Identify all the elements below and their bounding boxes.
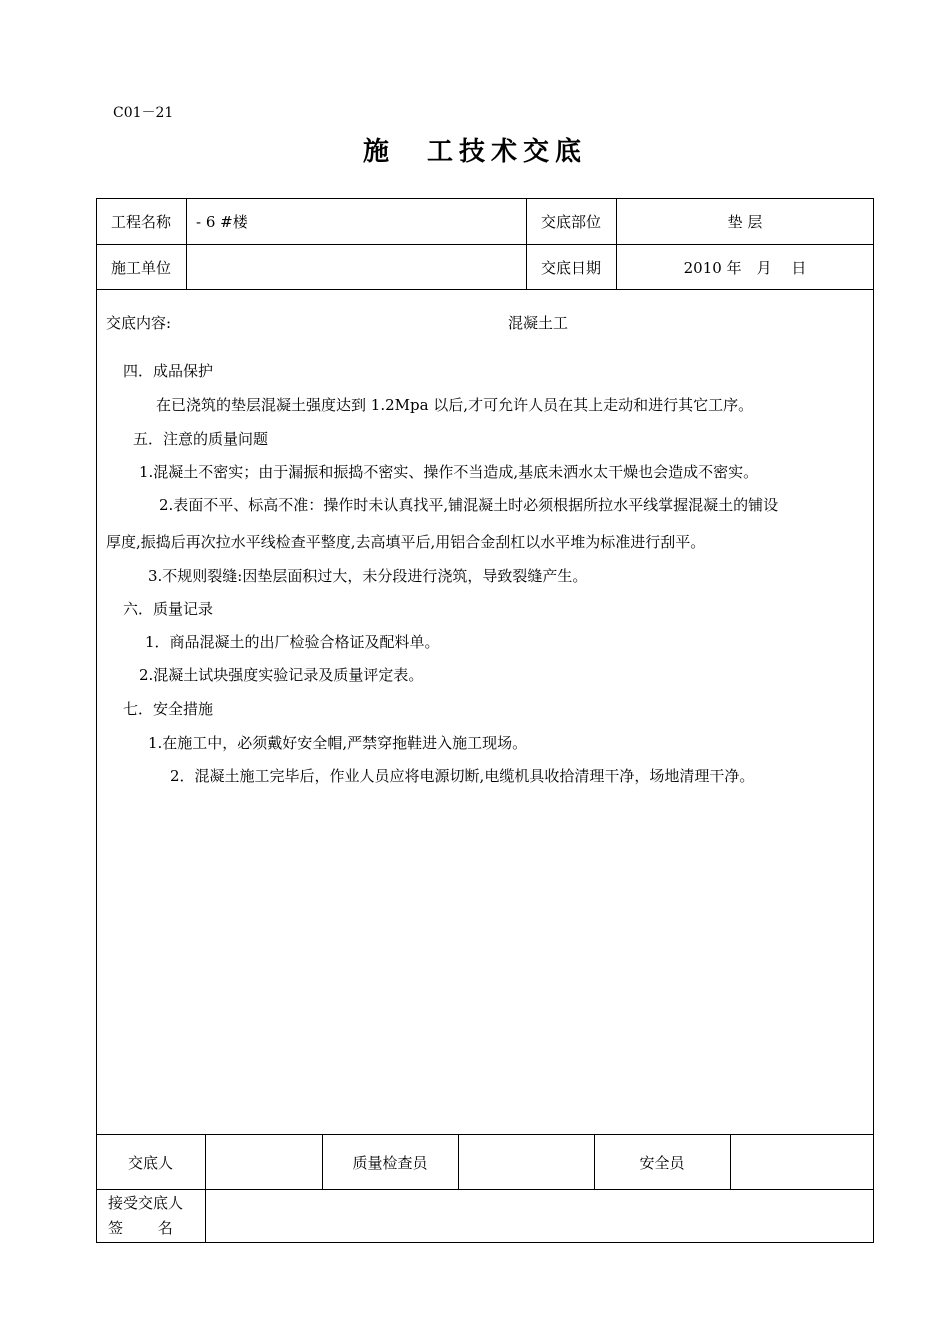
part-value: 垫 层: [727, 213, 763, 231]
row-rule-2: [96, 289, 874, 290]
content-line: 厚度,振捣后再次拉水平线检查平整度,去高填平后,用铝合金刮杠以水平堆为标准进行刮平。: [106, 533, 706, 551]
content-subject: 混凝土工: [508, 314, 569, 332]
content-line: 2.表面不平、标高不准：操作时未认真找平,铺混凝土时必须根据所拉水平线掌握混凝土的铺设: [159, 496, 779, 514]
content-label: 交底内容:: [106, 314, 172, 332]
receiver-signature: [206, 1190, 874, 1243]
unit-label: 施工单位: [110, 258, 171, 277]
content-line: 在已浇筑的垫层混凝土强度达到 1.2Mpa 以后,才可允许人员在其上走动和进行其它工序。: [156, 396, 754, 414]
document-title: 施 工技术交底: [362, 137, 587, 167]
col-rule-header-1: [186, 198, 187, 289]
receiver-label-line-1: 接受交底人: [108, 1194, 184, 1212]
part-label: 交底部位: [540, 213, 601, 231]
unit-value: [196, 245, 516, 289]
section-heading: 五．注意的质量问题: [133, 430, 269, 448]
project-name-label: 工程名称: [110, 213, 171, 231]
content-line: 3.不规则裂缝:因垫层面积过大，未分段进行浇筑，导致裂缝产生。: [148, 567, 588, 585]
receiver-label-line-2: 签 名: [108, 1219, 173, 1237]
section-heading: 六．质量记录: [123, 600, 214, 618]
inspector-value: [459, 1135, 594, 1189]
content-line: 2．混凝土施工完毕后，作业人员应将电源切断,电缆机具收拾清理干净，场地清理干净。: [170, 767, 755, 785]
project-name-value: - 6 #楼: [196, 213, 248, 231]
inspector-label: 质量检查员: [352, 1153, 428, 1172]
section-heading: 七．安全措施: [123, 700, 214, 718]
receiver-label: [108, 1191, 183, 1241]
content-line: 1.混凝土不密实；由于漏振和振捣不密实、操作不当造成,基底未洒水太干燥也会造成不密实。: [139, 463, 759, 481]
date-label: 交底日期: [540, 258, 601, 277]
form-table: [96, 198, 874, 1243]
date-value: 2010 年 月 日: [683, 258, 807, 277]
content-line: 2.混凝土试块强度实验记录及质量评定表。: [139, 666, 424, 684]
form-code: C01－21: [113, 105, 174, 121]
content-line: 1．商品混凝土的出厂检验合格证及配料单。: [145, 633, 440, 651]
safety-officer-label: 安全员: [639, 1153, 685, 1172]
presenter-label: 交底人: [127, 1153, 173, 1172]
section-heading: 四．成品保护: [123, 362, 214, 380]
content-line: 1.在施工中，必须戴好安全帽,严禁穿拖鞋进入施工现场。: [148, 734, 528, 752]
safety-officer-value: [731, 1135, 874, 1189]
presenter-value: [206, 1135, 322, 1189]
